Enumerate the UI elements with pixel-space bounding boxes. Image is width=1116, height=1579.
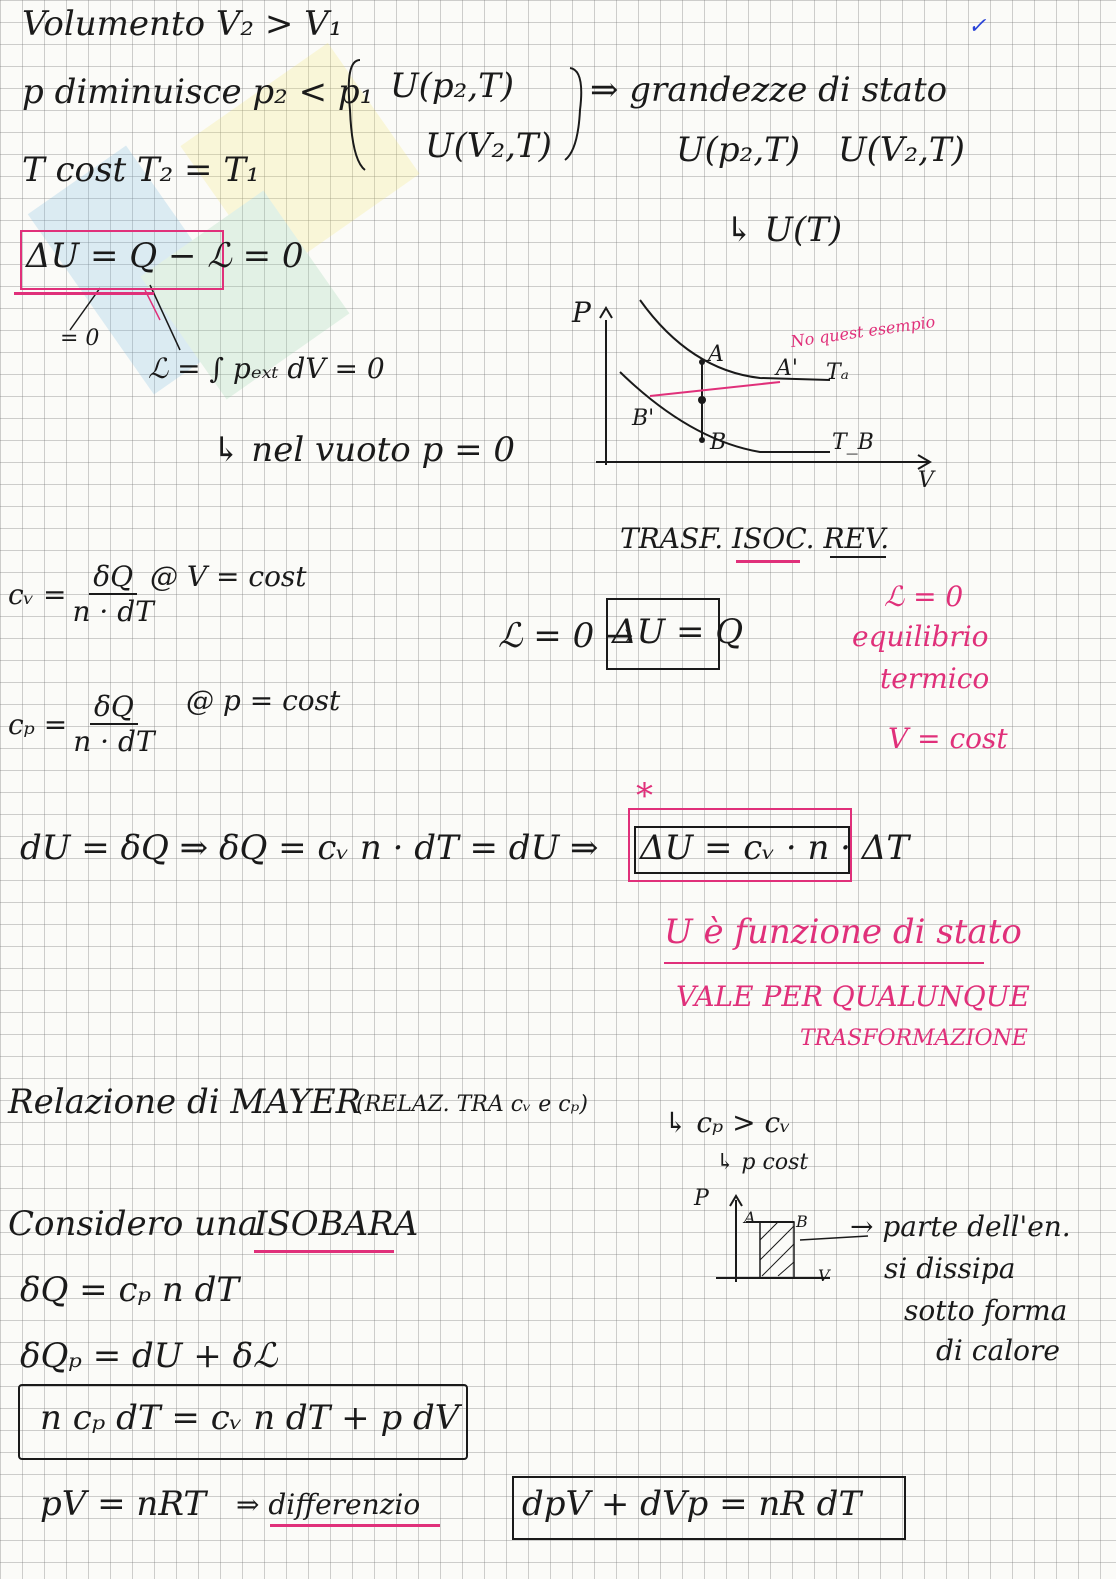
differenzio-underline (270, 1524, 440, 1527)
equilibrio: equilibrio (852, 620, 989, 653)
cv-condition: @ V = cost (150, 560, 307, 593)
u-pt: U(p₂,T) (390, 66, 515, 106)
l-zero-pink: ℒ = 0 (884, 580, 964, 613)
line-pressure: p diminuisce p₂ < p₁ (22, 72, 374, 112)
diff-equation: dpV + dVp = nR dT (522, 1484, 862, 1524)
mayer-title: Relazione di MAYER (8, 1082, 362, 1122)
dq-cp: δQ = cₚ n dT (20, 1270, 240, 1310)
cp-den: n · dT (73, 725, 155, 758)
graph2-p-axis: P (694, 1186, 709, 1211)
cv-den: n · dT (72, 595, 154, 628)
check-mark: ✓ (968, 14, 987, 39)
cp-greater-cv: ↳ cₚ > cᵥ (664, 1106, 791, 1139)
considero: Considero una (8, 1204, 259, 1244)
sotto-forma: sotto forma (904, 1294, 1068, 1327)
pv-nrt: pV = nRT (40, 1484, 206, 1524)
graph2-a: A (744, 1208, 756, 1227)
cv-num: δQ (89, 560, 137, 595)
graph2-b: B (796, 1212, 808, 1231)
graph1-a-prime: A' (776, 356, 798, 381)
graph1-tb: T_B (832, 430, 874, 455)
u-p2t: U(p₂,T) (676, 130, 801, 170)
du-derivation: dU = δQ ⇒ δQ = cᵥ n · dT = dU ⇒ (20, 828, 599, 868)
u-of-t: ↳ U(T) (725, 210, 843, 250)
trasformazione: TRASFORMAZIONE (800, 1026, 1028, 1051)
cp-condition: @ p = cost (186, 684, 341, 717)
cp-lhs: cₚ = (8, 707, 68, 741)
cv-lhs: cᵥ = (8, 577, 67, 611)
graph1-note: No quest esempio (789, 311, 937, 352)
grandezze-di-stato: ⇒ grandezze di stato (590, 70, 948, 110)
work-integral: ℒ = ∫ pₑₓₜ dV = 0 (148, 352, 385, 385)
graph1-b: B (710, 430, 727, 455)
cp-num: δQ (90, 690, 138, 725)
parte-en: → parte dell'en. (850, 1210, 1071, 1243)
si-dissipa: si dissipa (884, 1252, 1016, 1285)
vuoto: ↳ nel vuoto p = 0 (212, 430, 516, 470)
graph1-a: A (708, 342, 724, 367)
du-equals-q: ΔU = Q (612, 612, 744, 652)
dq-p: δQₚ = dU + δℒ (20, 1336, 278, 1376)
l-zero-arrow: ℒ = 0 → (498, 616, 634, 656)
graph1-p-axis: P (572, 296, 591, 329)
graph2-v-axis: V (818, 1266, 830, 1285)
u-v2t: U(V₂,T) (838, 130, 965, 170)
v-cost-pink: V = cost (888, 722, 1008, 755)
eq-zero: = 0 (60, 326, 100, 351)
star: * (636, 776, 653, 816)
termico: termico (880, 662, 990, 695)
first-law: ΔU = Q − ℒ = 0 (26, 236, 304, 276)
du-result: ΔU = cᵥ · n · ΔT (640, 828, 909, 868)
trasf-isoc-rev: TRASF. ISOC. REV. (620, 522, 890, 555)
mayer-subtitle: (RELAZ. TRA cᵥ e cₚ) (356, 1092, 588, 1117)
graph1-v-axis: V (918, 468, 934, 493)
di-calore: di calore (936, 1334, 1060, 1367)
p-cost: ↳ p cost (716, 1150, 809, 1175)
n-cp-equation: n cₚ dT = cᵥ n dT + p dV (40, 1398, 460, 1438)
vale-per-qualunque: VALE PER QUALUNQUE (676, 980, 1030, 1013)
graph1-b-prime: B' (632, 406, 655, 431)
u-funzione-di-stato: U è funzione di stato (664, 912, 1022, 952)
line-temp: T cost T₂ = T₁ (22, 150, 260, 190)
isobara: ISOBARA (254, 1204, 419, 1244)
graph1-ta: Tₐ (826, 360, 849, 385)
u-vt: U(V₂,T) (425, 126, 552, 166)
line-volume: Volumento V₂ > V₁ (22, 4, 343, 44)
differenzio: ⇒ differenzio (236, 1488, 421, 1521)
